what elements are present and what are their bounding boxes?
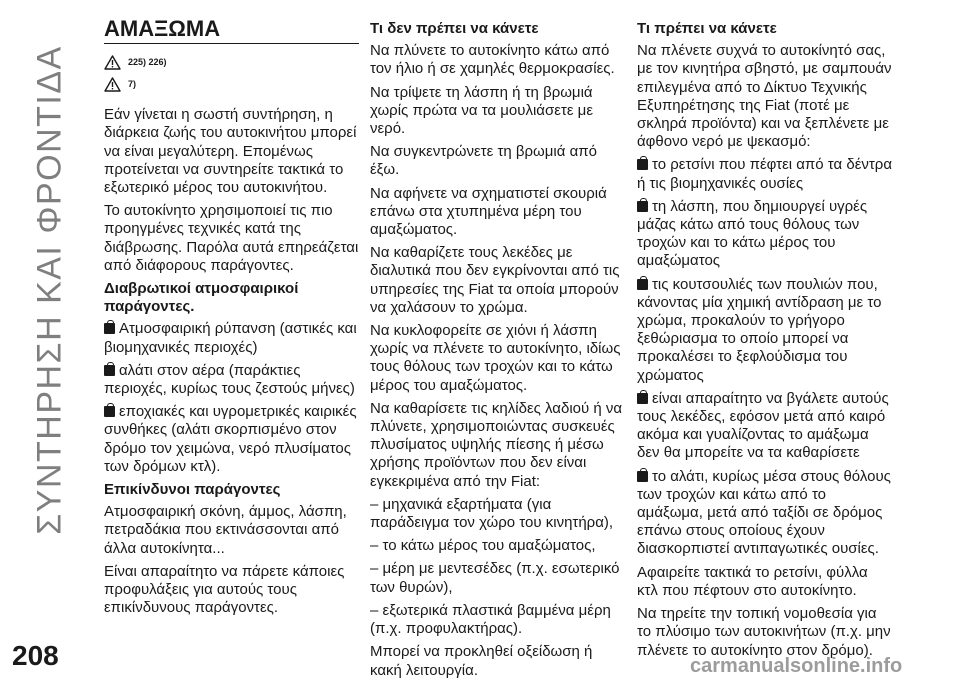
page-number: 208 bbox=[12, 640, 59, 671]
bullet-item: είναι απαραίτητο να βγάλετε αυτούς τους λεκέδες, εφόσον μετά από καιρό ακόμα και γυαλίζοντας το αμάξωμα δεν θα μπορείτε να τα καθαρίσετε bbox=[637, 389, 889, 462]
paragraph: Ατμοσφαιρική σκόνη, άμμος, λάσπη, πετραδάκια που εκτινάσσονται από άλλα αυτοκίνητα... bbox=[104, 503, 347, 557]
bullet-item: το αλάτι, κυρίως μέσα στους θόλους των τροχών και κάτω από το αμάξωμα, μετά από ταξίδι σε δρόμος επάνω στους οποίους έχουν διασκορπιστεί αντιπαγωτικές ουσίες. bbox=[637, 467, 891, 558]
bullet-marker-icon bbox=[104, 323, 115, 334]
paragraph: Να καθαρίζετε τους λεκέδες με διαλυτικά που δεν εγκρίνονται από τις υπηρεσίες της Fiat τα οποία μπορούν να χαλάσουν το χρώμα. bbox=[370, 244, 620, 316]
paragraph: Μπορεί να προκληθεί οξείδωση ή κακή λειτουργία. bbox=[370, 643, 593, 679]
subheading: Διαβρωτικοί ατμοσφαιρικοί παράγοντες. bbox=[104, 280, 299, 316]
paragraph: Είναι απαραίτητο να πάρετε κάποιες προφυλάξεις για αυτούς τους επικίνδυνους παράγοντες. bbox=[104, 562, 345, 617]
paragraph: Να τρίψετε τη λάσπη ή τη βρωμιά χωρίς πρώτα να τα μουλιάσετε με νερό. bbox=[370, 83, 594, 138]
bullet-marker-icon bbox=[104, 365, 115, 376]
warning-reference bbox=[104, 54, 359, 70]
paragraph: Να πλένετε συχνά το αυτοκίνητό σας, με τον κινητήρα σβηστό, με σαμπουάν επιλεγμένα από το Δίκτυο Τεχνικής Εξυπηρέτησης της Fiat (ποτέ με σκληρά προϊόντα) και να ξεπλένετε με άφθονο νερό με ψεκασμό: bbox=[637, 42, 892, 151]
bullet-marker-icon bbox=[637, 201, 648, 212]
paragraph: Εάν γίνεται η σωστή συντήρηση, η διάρκεια ζωής του αυτοκινήτου μπορεί να είναι μεγαλύτερη. Επομένως προτείνεται να συντηρείτε τακτικά το εξωτερικό μέρος του αυτοκινήτου. bbox=[104, 106, 357, 197]
bullet-marker-icon bbox=[104, 406, 115, 417]
bullet-marker-icon bbox=[637, 279, 648, 290]
watermark: carmanualsonline.info bbox=[690, 655, 903, 677]
note-ref-text: 7) bbox=[128, 79, 137, 90]
bullet-item: τις κουτσουλιές των πουλιών που, κάνοντας μία χημική αντίδραση με το χρώμα, προκαλούν το γρήγορο ξεθώριασμα το οποίο μπορεί να προκαλέσει το ξεφλούδισμα του χρώματος bbox=[637, 275, 882, 384]
paragraph: Αφαιρείτε τακτικά το ρετσίνι, φύλλα κτλ που πέφτουν στο αυτοκίνητο. bbox=[637, 563, 868, 599]
dash-item: – μηχανικά εξαρτήματα (για παράδειγμα τον χώρο του κινητήρα), bbox=[370, 495, 614, 532]
bullet-marker-icon bbox=[637, 393, 648, 404]
subheading: Επικίνδυνοι παράγοντες bbox=[104, 481, 281, 499]
bullet-marker-icon bbox=[637, 159, 648, 170]
warning-triangle-icon bbox=[104, 77, 121, 92]
bullet-item: αλάτι στον αέρα (παράκτιες περιοχές, κυρίως τους ζεστούς μήνες) bbox=[104, 361, 355, 398]
dash-item: – μέρη με μεντεσέδες (π.χ. εσωτερικό των θυρών), bbox=[370, 560, 620, 596]
paragraph: Να συγκεντρώνετε τη βρωμιά από έξω. bbox=[370, 143, 597, 179]
dash-item: – το κάτω μέρος του αμαξώματος, bbox=[370, 537, 596, 555]
paragraph: Να τηρείτε την τοπική νομοθεσία για το πλύσιμο των αυτοκινήτων (π.χ. μην πλένετε το αυτοκίνητο στον δρόμο). bbox=[637, 605, 891, 659]
column-bodywork bbox=[104, 16, 359, 622]
section-title: ΑΜΑΞΩΜΑ bbox=[104, 20, 359, 44]
note-reference bbox=[104, 76, 359, 92]
chapter-side-title: ΣΥΝΤΗΡΗΣΗ ΚΑΙ ΦΡΟΝΤΙΔΑ bbox=[30, 45, 69, 535]
bullet-item: Ατμοσφαιρική ρύπανση (αστικές και βιομηχανικές περιοχές) bbox=[104, 320, 357, 356]
warning-triangle-icon bbox=[104, 55, 121, 70]
subheading: Τι πρέπει να κάνετε bbox=[637, 20, 777, 37]
column-do bbox=[637, 20, 892, 665]
paragraph: Να κυκλοφορείτε σε χιόνι ή λάσπη χωρίς να πλένετε το αυτοκίνητο, ιδίως τους θόλους των τροχών και το κάτω μέρος του αμαξώματος. bbox=[370, 322, 621, 394]
paragraph: Να πλύνετε το αυτοκίνητο κάτω από τον ήλιο ή σε χαμηλές θερμοκρασίες. bbox=[370, 42, 615, 78]
subheading: Τι δεν πρέπει να κάνετε bbox=[370, 20, 539, 37]
paragraph: Το αυτοκίνητο χρησιμοποιεί τις πιο προηγμένες τεχνικές κατά της διάβρωσης. Παρόλα αυτά επηρεάζεται από διάφορους παράγοντες. bbox=[104, 202, 359, 274]
paragraph: Να αφήνετε να σχηματιστεί σκουριά επάνω στα χτυπημένα μέρη του αμαξώματος. bbox=[370, 184, 607, 239]
column-dont bbox=[370, 20, 625, 685]
warning-ref-text: 225) 226) bbox=[128, 57, 167, 68]
dash-item: – εξωτερικά πλαστικά βαμμένα μέρη (π.χ. προφυλακτήρας). bbox=[370, 601, 611, 638]
bullet-marker-icon bbox=[637, 471, 648, 482]
bullet-item: τη λάσπη, που δημιουργεί υγρές μάζας κάτω από τους θόλους των τροχών και το κάτω μέρος του αμαξώματος bbox=[637, 197, 868, 270]
bullet-item: εποχιακές και υγρομετρικές καιρικές συνθήκες (αλάτι σκορπισμένο στον δρόμο τον χειμώνα, νερό πλυσίματος των δρόμων κτλ). bbox=[104, 403, 357, 475]
paragraph: Να καθαρίσετε τις κηλίδες λαδιού ή να πλύνετε, χρησιμοποιώντας συσκευές πλυσίματος υψηλής πίεσης ή μέσω χρήσης προϊόντων που δεν είναι εγκεκριμένα από την Fiat: bbox=[370, 399, 623, 490]
bullet-item: το ρετσίνι που πέφτει από τα δέντρα ή τις βιομηχανικές ουσίες bbox=[637, 156, 893, 192]
